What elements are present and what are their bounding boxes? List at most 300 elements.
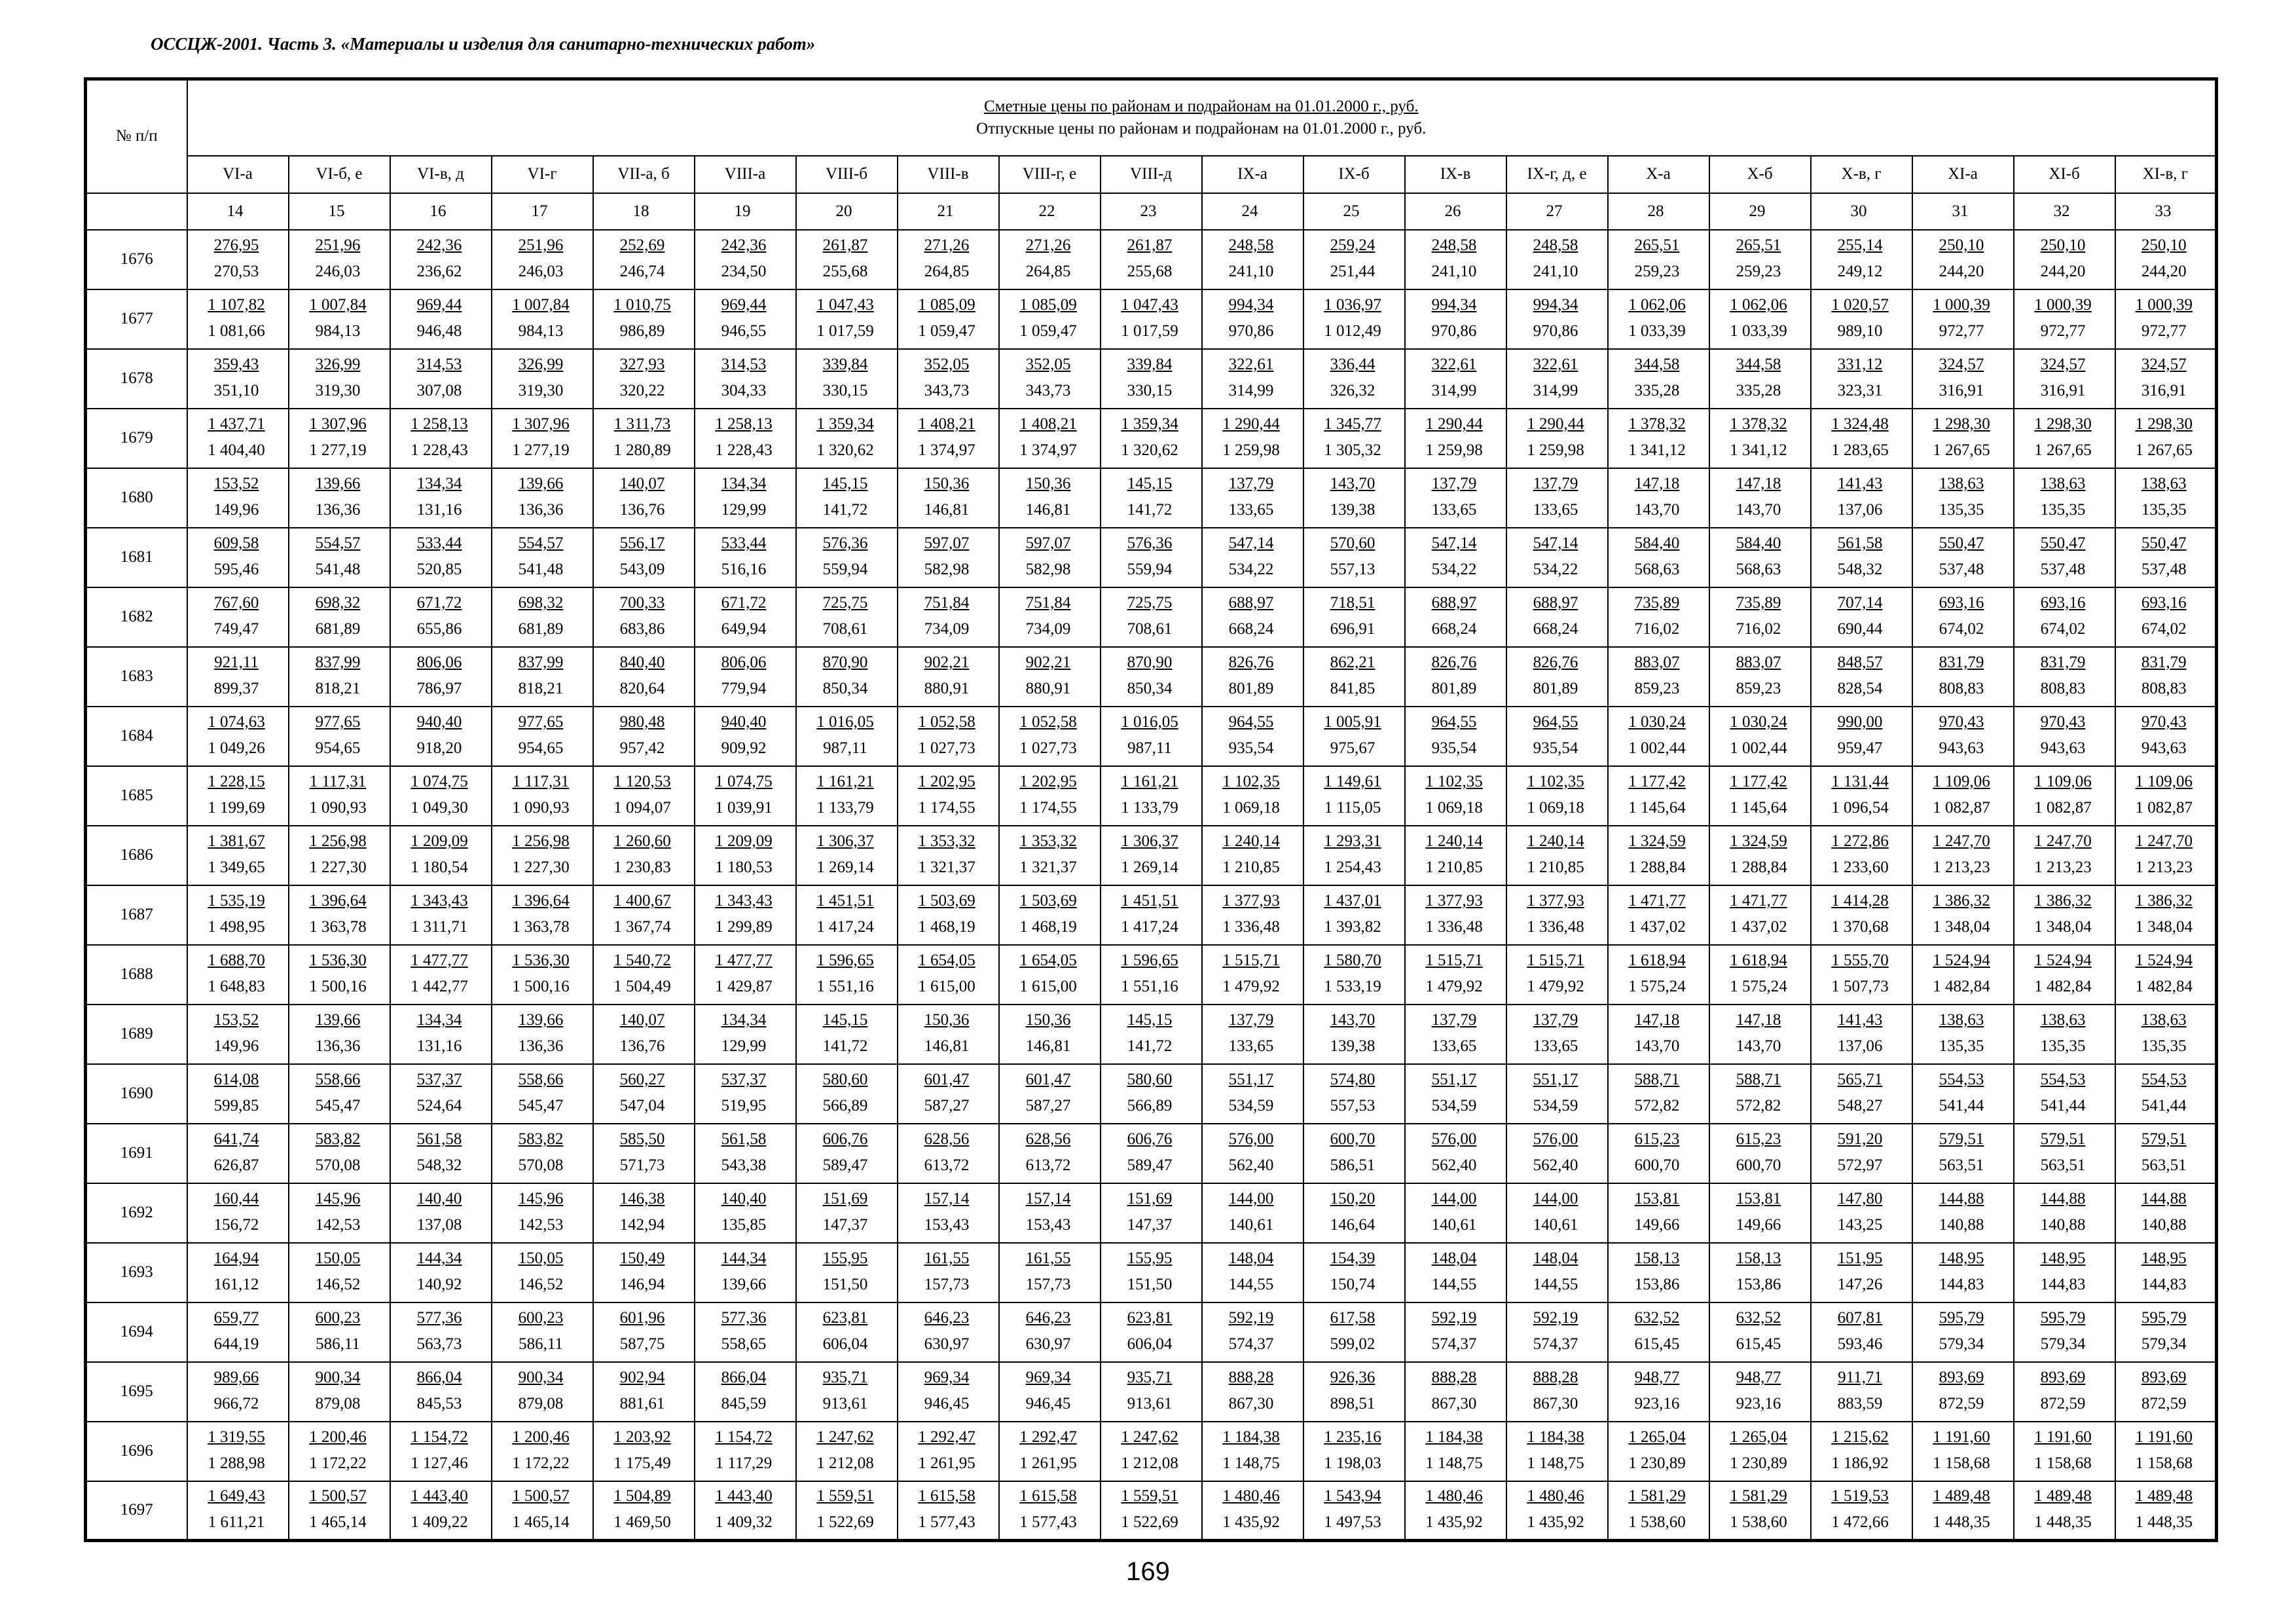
estimated-price: 1 378,32 [1730, 415, 1787, 433]
release-price: 1 254,43 [1324, 858, 1381, 876]
price-cell [999, 826, 1101, 885]
release-price: 630,97 [924, 1335, 970, 1353]
release-price: 899,37 [213, 680, 259, 697]
price-cell [1608, 1302, 1709, 1362]
release-price: 1 049,30 [410, 799, 468, 817]
estimated-price: 352,05 [1025, 356, 1071, 373]
estimated-price: 632,52 [1634, 1309, 1680, 1327]
column-number: 23 [1101, 193, 1202, 230]
release-price: 572,82 [1736, 1097, 1781, 1115]
estimated-price: 1 102,35 [1527, 773, 1584, 790]
estimated-price: 970,43 [1939, 713, 1984, 731]
estimated-price: 688,97 [1533, 594, 1578, 612]
price-cell [1811, 1183, 1912, 1243]
release-price: 534,22 [1228, 561, 1274, 578]
estimated-price: 547,14 [1533, 534, 1578, 552]
estimated-price: 671,72 [721, 594, 767, 612]
estimated-price: 1 209,09 [715, 832, 773, 850]
column-number: 22 [999, 193, 1101, 230]
price-cell [1709, 528, 1811, 587]
price-cell [1202, 409, 1303, 468]
estimated-price: 1 408,21 [918, 415, 975, 433]
price-cell [2014, 1302, 2115, 1362]
release-price: 972,77 [2141, 322, 2187, 340]
release-price: 141,72 [822, 1037, 868, 1055]
release-price: 1 374,97 [1019, 441, 1077, 459]
estimated-price: 1 500,57 [309, 1487, 367, 1505]
estimated-price: 344,58 [1634, 356, 1680, 373]
estimated-price: 1 109,06 [2034, 773, 2092, 790]
estimated-price: 1 005,91 [1324, 713, 1381, 731]
price-cell [187, 230, 289, 289]
release-price: 1 367,74 [613, 918, 671, 936]
release-price: 524,64 [416, 1097, 462, 1115]
price-cell [1202, 289, 1303, 349]
estimated-price: 137,79 [1431, 475, 1477, 492]
price-cell [1709, 289, 1811, 349]
estimated-price: 1 000,39 [1933, 296, 1990, 314]
price-cell [1709, 1422, 1811, 1481]
release-price: 143,70 [1634, 1037, 1680, 1055]
release-price: 970,86 [1431, 322, 1477, 340]
table-row [86, 528, 2217, 587]
price-cell [289, 289, 390, 349]
price-cell [1405, 1243, 1506, 1302]
estimated-price: 145,15 [822, 1011, 868, 1029]
release-price: 316,91 [1939, 382, 1984, 399]
estimated-price: 550,47 [2040, 534, 2086, 552]
estimated-price: 1 184,38 [1527, 1428, 1584, 1446]
row-number: 1689 [86, 1005, 187, 1064]
region-header: X-б [1709, 156, 1811, 193]
release-price: 146,81 [924, 501, 970, 519]
release-price: 270,53 [213, 263, 259, 280]
price-cell [1912, 647, 2014, 707]
release-price: 989,10 [1837, 322, 1883, 340]
estimated-price: 1 540,72 [613, 951, 671, 969]
release-price: 1 448,35 [2034, 1513, 2092, 1532]
price-cell [1506, 1422, 1608, 1481]
estimated-price: 251,96 [518, 236, 564, 254]
estimated-price: 1 016,05 [1121, 713, 1178, 731]
price-cell [695, 1064, 796, 1124]
price-cell [898, 468, 999, 528]
price-cell [1303, 766, 1405, 826]
price-cell [1506, 707, 1608, 766]
price-cell [695, 945, 796, 1005]
price-cell [796, 468, 898, 528]
release-price: 954,65 [518, 739, 564, 757]
release-price: 255,68 [1127, 263, 1173, 280]
estimated-price: 1 047,43 [1121, 296, 1178, 314]
price-cell [999, 766, 1101, 826]
release-price: 1 148,75 [1527, 1454, 1584, 1472]
price-cell [593, 1243, 695, 1302]
price-cell [796, 349, 898, 409]
price-cell [1811, 647, 1912, 707]
price-cell [898, 587, 999, 647]
estimated-price: 1 000,39 [2135, 296, 2193, 314]
release-price: 140,92 [416, 1276, 462, 1293]
estimated-price: 725,75 [822, 594, 868, 612]
price-cell [1608, 349, 1709, 409]
release-price: 579,34 [1939, 1335, 1984, 1353]
release-price: 1 348,04 [2135, 918, 2193, 936]
release-price: 1 321,37 [918, 858, 975, 876]
price-cell [289, 1064, 390, 1124]
estimated-price: 940,40 [721, 713, 767, 731]
price-cell [1811, 528, 1912, 587]
price-cell [1101, 707, 1202, 766]
price-cell [1811, 1362, 1912, 1422]
estimated-price: 138,63 [1939, 1011, 1984, 1029]
price-cell [492, 528, 593, 587]
estimated-price: 698,32 [315, 594, 361, 612]
release-price: 1 069,18 [1527, 799, 1584, 817]
price-cell [593, 1183, 695, 1243]
price-cell [1202, 468, 1303, 528]
estimated-price: 614,08 [213, 1071, 259, 1088]
release-price: 1 417,24 [1121, 918, 1178, 936]
estimated-price: 1 618,94 [1628, 951, 1686, 969]
release-price: 534,22 [1533, 561, 1578, 578]
release-price: 606,04 [1127, 1335, 1173, 1353]
price-cell [2115, 945, 2217, 1005]
price-cell [492, 885, 593, 945]
price-cell [1405, 409, 1506, 468]
price-cell [898, 647, 999, 707]
estimated-price: 314,53 [721, 356, 767, 373]
release-price: 1 228,43 [410, 441, 468, 459]
price-cell [1303, 587, 1405, 647]
estimated-price: 140,07 [619, 475, 665, 492]
estimated-price: 248,58 [1431, 236, 1477, 254]
price-cell [1303, 707, 1405, 766]
price-cell [1608, 587, 1709, 647]
price-cell [593, 826, 695, 885]
price-cell [187, 1481, 289, 1541]
price-cell [390, 289, 492, 349]
estimated-price: 1 353,32 [1019, 832, 1077, 850]
estimated-price: 1 258,13 [410, 415, 468, 433]
price-cell [1506, 1302, 1608, 1362]
estimated-price: 1 247,70 [2135, 832, 2193, 850]
release-price: 599,85 [213, 1097, 259, 1115]
price-cell [1506, 349, 1608, 409]
release-price: 144,83 [2040, 1276, 2086, 1293]
release-price: 571,73 [619, 1156, 665, 1174]
release-price: 249,12 [1837, 263, 1883, 280]
estimated-price: 883,07 [1634, 654, 1680, 671]
price-cell [1101, 1124, 1202, 1183]
estimated-price: 1 649,43 [208, 1487, 265, 1505]
price-cell [1101, 1422, 1202, 1481]
estimated-price: 893,69 [2040, 1369, 2086, 1386]
region-header: VI-б, е [289, 156, 390, 193]
release-price: 142,94 [619, 1216, 665, 1234]
price-cell [1101, 1481, 1202, 1541]
release-price: 600,70 [1634, 1156, 1680, 1174]
release-price: 946,45 [924, 1395, 970, 1412]
estimated-price: 964,55 [1228, 713, 1274, 731]
release-price: 139,38 [1330, 1037, 1376, 1055]
price-cell [1811, 1243, 1912, 1302]
release-price: 923,16 [1634, 1395, 1680, 1412]
estimated-price: 1 480,46 [1222, 1487, 1280, 1505]
estimated-price: 1 085,09 [918, 296, 975, 314]
release-price: 534,59 [1533, 1097, 1578, 1115]
price-cell [695, 647, 796, 707]
estimated-price: 551,17 [1533, 1071, 1578, 1088]
estimated-price: 1 062,06 [1628, 296, 1686, 314]
price-cell [1405, 766, 1506, 826]
estimated-price: 970,43 [2141, 713, 2187, 731]
release-price: 1 148,75 [1222, 1454, 1280, 1472]
estimated-price: 160,44 [213, 1190, 259, 1208]
price-cell [492, 1124, 593, 1183]
estimated-price: 1 307,96 [309, 415, 367, 433]
release-price: 690,44 [1837, 620, 1883, 638]
release-price: 909,92 [721, 739, 767, 757]
price-cell [1202, 587, 1303, 647]
price-cell [187, 468, 289, 528]
price-cell [695, 766, 796, 826]
price-cell [1303, 1005, 1405, 1064]
estimated-price: 139,66 [315, 475, 361, 492]
price-cell [1811, 289, 1912, 349]
release-price: 946,55 [721, 322, 767, 340]
price-cell [695, 1183, 796, 1243]
column-number: 28 [1608, 193, 1709, 230]
price-cell [1608, 1183, 1709, 1243]
price-cell [1202, 1064, 1303, 1124]
price-cell [999, 1481, 1101, 1541]
estimated-price: 595,79 [1939, 1309, 1984, 1327]
estimated-price: 1 596,65 [1121, 951, 1178, 969]
price-cell [999, 289, 1101, 349]
release-price: 1 448,35 [1933, 1513, 1990, 1532]
release-price: 343,73 [1025, 382, 1071, 399]
estimated-price: 700,33 [619, 594, 665, 612]
estimated-price: 150,36 [1025, 475, 1071, 492]
estimated-price: 1 324,59 [1628, 832, 1686, 850]
price-cell [1608, 528, 1709, 587]
price-cell [695, 1005, 796, 1064]
estimated-price: 615,23 [1736, 1130, 1781, 1148]
estimated-price: 994,34 [1533, 296, 1578, 314]
price-cell [2014, 1005, 2115, 1064]
estimated-price: 150,36 [924, 475, 970, 492]
release-price: 264,85 [1025, 263, 1071, 280]
release-price: 626,87 [213, 1156, 259, 1174]
release-price: 589,47 [822, 1156, 868, 1174]
estimated-price: 144,88 [2141, 1190, 2187, 1208]
release-price: 913,61 [822, 1395, 868, 1412]
estimated-price: 592,19 [1431, 1309, 1477, 1327]
price-cell [492, 647, 593, 707]
estimated-price: 339,84 [822, 356, 868, 373]
price-cell [1405, 1183, 1506, 1243]
release-price: 330,15 [1127, 382, 1173, 399]
estimated-price: 322,61 [1431, 356, 1477, 373]
estimated-price: 601,47 [1025, 1071, 1071, 1088]
estimated-price: 1 343,43 [715, 892, 773, 910]
price-cell [492, 1183, 593, 1243]
price-cell [289, 1124, 390, 1183]
region-header: VIII-а [695, 156, 796, 193]
release-price: 244,20 [2141, 263, 2187, 280]
estimated-price: 550,47 [2141, 534, 2187, 552]
price-cell [695, 230, 796, 289]
price-cell [1405, 1422, 1506, 1481]
release-price: 537,48 [2141, 561, 2187, 578]
price-cell [2115, 1422, 2217, 1481]
estimated-price: 1 359,34 [1121, 415, 1178, 433]
release-price: 1 311,71 [410, 918, 468, 936]
estimated-price: 140,40 [721, 1190, 767, 1208]
release-price: 251,44 [1330, 263, 1376, 280]
estimated-price: 1 359,34 [816, 415, 874, 433]
release-price: 1 094,07 [613, 799, 671, 817]
price-cell [390, 647, 492, 707]
release-price: 149,96 [213, 1037, 259, 1055]
release-price: 566,89 [822, 1097, 868, 1115]
price-cell [1709, 1243, 1811, 1302]
price-cell [1405, 1362, 1506, 1422]
release-price: 1 133,79 [1121, 799, 1178, 817]
release-price: 668,24 [1431, 620, 1477, 638]
estimated-price: 1 000,39 [2034, 296, 2092, 314]
row-number: 1683 [86, 647, 187, 707]
release-price: 519,95 [721, 1097, 767, 1115]
release-price: 1 175,49 [613, 1454, 671, 1472]
row-number: 1676 [86, 230, 187, 289]
estimated-price: 155,95 [1127, 1249, 1173, 1267]
estimated-price: 1 504,89 [613, 1487, 671, 1505]
release-price: 984,13 [518, 322, 564, 340]
release-price: 330,15 [822, 382, 868, 399]
estimated-price: 161,55 [1025, 1249, 1071, 1267]
release-price: 1 283,65 [1831, 441, 1889, 459]
price-cell [898, 1302, 999, 1362]
release-price: 808,83 [1939, 680, 1984, 697]
release-price: 587,27 [924, 1097, 970, 1115]
price-cell [1101, 1302, 1202, 1362]
price-cell [1303, 289, 1405, 349]
estimated-price: 902,21 [1025, 654, 1071, 671]
release-price: 1 027,73 [1019, 739, 1077, 757]
price-cell [187, 1064, 289, 1124]
price-cell [1506, 647, 1608, 707]
release-price: 674,02 [2040, 620, 2086, 638]
release-price: 541,44 [1939, 1097, 1984, 1115]
estimated-price: 1 408,21 [1019, 415, 1077, 433]
price-cell [1608, 766, 1709, 826]
estimated-price: 158,13 [1736, 1249, 1781, 1267]
estimated-price: 533,44 [416, 534, 462, 552]
release-price: 708,61 [822, 620, 868, 638]
price-cell [593, 528, 695, 587]
price-cell [1506, 1243, 1608, 1302]
price-cell [898, 230, 999, 289]
price-cell [2014, 528, 2115, 587]
price-cell [1912, 1005, 2014, 1064]
release-price: 572,97 [1837, 1156, 1883, 1174]
estimated-price: 1 489,48 [2135, 1487, 2193, 1505]
price-cell [2014, 945, 2115, 1005]
estimated-price: 888,28 [1228, 1369, 1274, 1386]
price-cell [1202, 1362, 1303, 1422]
price-cell [1912, 1302, 2014, 1362]
price-cell [1709, 826, 1811, 885]
price-cell [999, 349, 1101, 409]
price-cell [898, 1422, 999, 1481]
release-price: 615,45 [1736, 1335, 1781, 1353]
price-cell [2115, 1243, 2217, 1302]
estimated-price: 565,71 [1837, 1071, 1883, 1088]
estimated-price: 969,34 [924, 1369, 970, 1386]
estimated-price: 537,37 [721, 1071, 767, 1088]
price-cell [1912, 945, 2014, 1005]
estimated-price: 837,99 [315, 654, 361, 671]
release-price: 141,72 [1127, 501, 1173, 519]
estimated-price: 826,76 [1228, 654, 1274, 671]
estimated-price: 606,76 [1127, 1130, 1173, 1148]
release-price: 1 115,05 [1324, 799, 1381, 817]
release-price: 943,63 [1939, 739, 1984, 757]
release-price: 986,89 [619, 322, 665, 340]
price-cell [796, 1243, 898, 1302]
estimated-price: 940,40 [416, 713, 462, 731]
release-price: 566,89 [1127, 1097, 1173, 1115]
price-cell [1506, 1362, 1608, 1422]
estimated-price: 1 524,94 [2135, 951, 2193, 969]
estimated-price: 831,79 [1939, 654, 1984, 671]
release-price: 1 158,68 [1933, 1454, 1990, 1472]
release-price: 534,22 [1431, 561, 1477, 578]
release-price: 668,24 [1533, 620, 1578, 638]
estimated-price: 693,16 [2141, 594, 2187, 612]
price-cell [2115, 885, 2217, 945]
price-cell [390, 1422, 492, 1481]
price-cell [492, 349, 593, 409]
release-price: 146,94 [619, 1276, 665, 1293]
release-price: 1 615,00 [918, 978, 975, 995]
release-price: 548,32 [1837, 561, 1883, 578]
release-price: 1 230,83 [613, 858, 671, 876]
column-number: 32 [2014, 193, 2115, 230]
estimated-price: 1 306,37 [1121, 832, 1178, 850]
estimated-price: 561,58 [1837, 534, 1883, 552]
release-price: 1 210,85 [1222, 858, 1280, 876]
price-cell [2014, 1362, 2115, 1422]
price-cell [187, 409, 289, 468]
price-cell [796, 766, 898, 826]
price-cell [187, 528, 289, 587]
price-cell [492, 1005, 593, 1064]
price-cell [1202, 1005, 1303, 1064]
price-cell [1709, 1302, 1811, 1362]
price-cell [1202, 945, 1303, 1005]
estimated-price: 1 489,48 [2034, 1487, 2092, 1505]
estimated-price: 883,07 [1736, 654, 1781, 671]
estimated-price: 1 480,46 [1425, 1487, 1483, 1505]
price-cell [2115, 289, 2217, 349]
estimated-price: 964,55 [1533, 713, 1578, 731]
price-cell [1405, 1124, 1506, 1183]
estimated-price: 148,04 [1228, 1249, 1274, 1267]
price-cell [492, 230, 593, 289]
